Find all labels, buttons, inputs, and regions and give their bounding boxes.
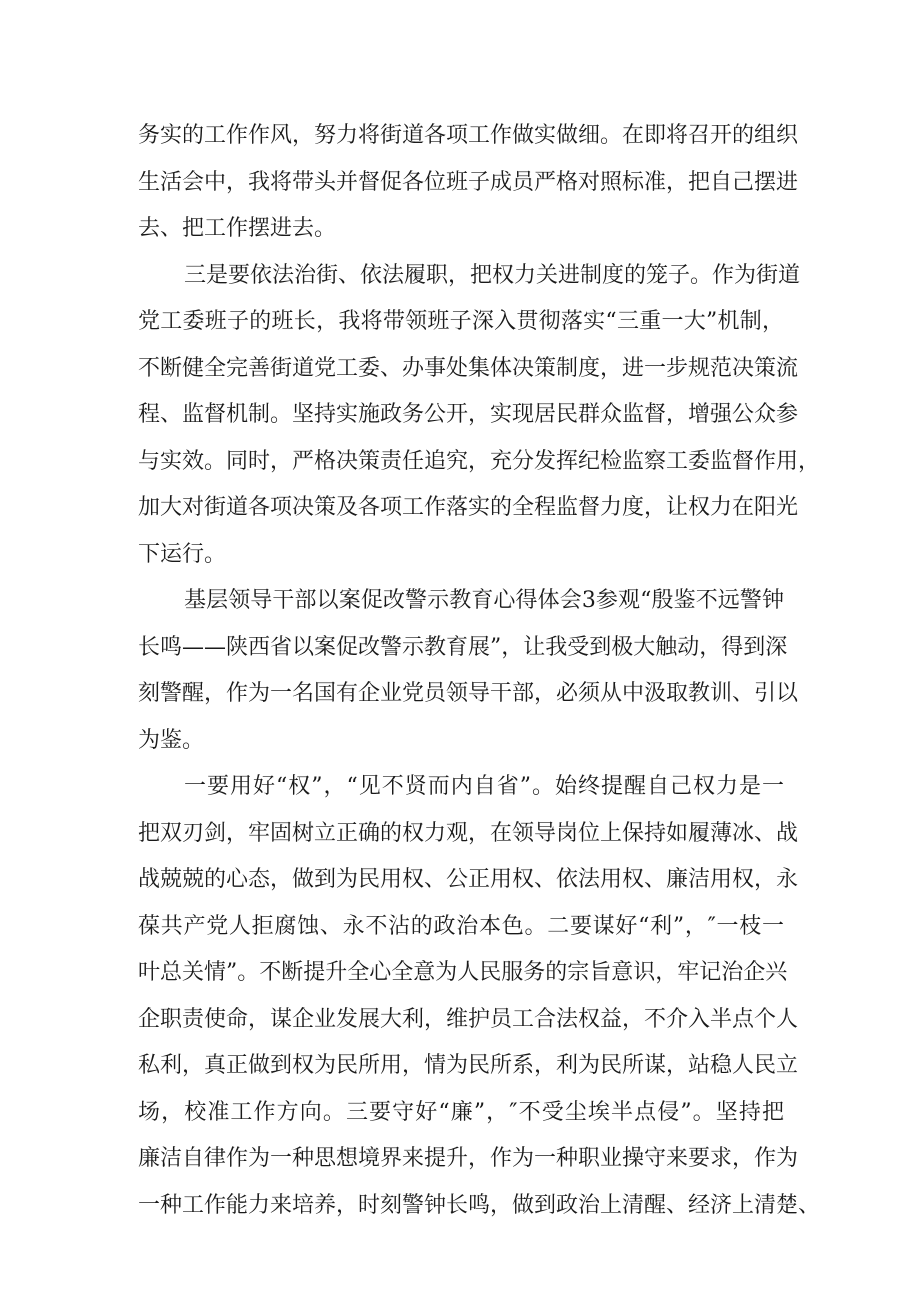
paragraph-4 <box>138 764 821 1229</box>
text-line: 程、监督机制。坚持实施政务公开，实现居民群众监督，增强公众参 <box>138 402 799 427</box>
text-line: 三是要依法治街、依法履职，把权力关进制度的笼子。作为街道 <box>184 262 801 288</box>
text-line: 下运行。 <box>138 541 227 567</box>
text-line: 党工委班子的班长，我将带领班子深入贯彻落实“三重一大”机制， <box>138 309 784 334</box>
text-line: 战兢兢的心态，做到为民用权、公正用权、依法用权、廉洁用权，永 <box>138 867 799 892</box>
text-line: 把双刃剑，牢固树立正确的权力观，在领导岗位上保持如履薄冰、战 <box>138 820 799 846</box>
document-body <box>138 113 821 1229</box>
text-line: 葆共产党人拒腐蚀、永不沾的政治本色。二要谋好“利”，″一枝一 <box>138 913 784 939</box>
paragraph-2 <box>138 253 821 579</box>
text-line: 刻警醒，作为一名国有企业党员领导干部，必须从中汲取教训、引以 <box>138 681 799 706</box>
paragraph-1 <box>138 113 799 253</box>
text-line: 生活会中，我将带头并督促各位班子成员严格对照标准，把自己摆进 <box>138 169 799 195</box>
text-line: 廉洁自律作为一种思想境界来提升，作为一种职业操守来要求，作为 <box>138 1146 799 1171</box>
text-line: 长鸣——陕西省以案促改警示教育展”，让我受到极大触动，得到深 <box>138 634 788 660</box>
text-line: 为鉴。 <box>138 727 205 753</box>
text-line: 场，校准工作方向。三要守好“廉”，″不受尘埃半点侵”。坚持把 <box>138 1099 784 1125</box>
text-line: 去、把工作摆进去。 <box>138 216 337 241</box>
text-line: 加大对街道各项决策及各项工作落实的全程监督力度，让权力在阳光 <box>138 495 799 520</box>
text-line: 叶总关情”。不断提升全心全意为人民服务的宗旨意识，牢记治企兴 <box>138 960 788 985</box>
text-line: 不断健全完善街道党工委、办事处集体决策制度，进一步规范决策流 <box>138 355 799 381</box>
text-line: 与实效。同时，严格决策责任追究，充分发挥纪检监察工委监督作用， <box>138 448 821 474</box>
paragraph-3 <box>138 578 799 764</box>
text-line: 务实的工作作风，努力将街道各项工作做实做细。在即将召开的组织 <box>138 123 799 148</box>
text-line: 一种工作能力来培养，时刻警钟长鸣，做到政治上清醒、经济上清楚、 <box>138 1192 821 1218</box>
text-line: 一要用好“权”，“见不贤而内自省”。始终提醒自己权力是一 <box>184 774 784 799</box>
text-line: 企职责使命，谋企业发展大利，维护员工合法权益，不介入半点个人 <box>138 1006 799 1032</box>
text-line: 私利，真正做到权为民所用，情为民所系，利为民所谋，站稳人民立 <box>138 1053 799 1078</box>
text-line: 基层领导干部以案促改警示教育心得体会3参观“殷鉴不远警钟 <box>184 588 784 613</box>
